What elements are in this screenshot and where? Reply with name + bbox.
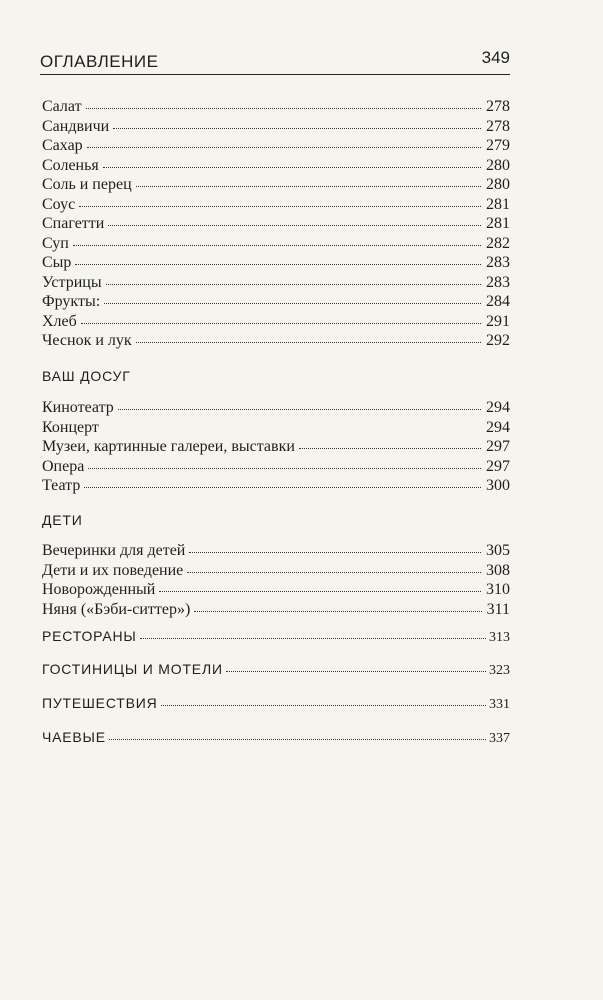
dot-leader	[73, 231, 481, 246]
toc-children-list	[42, 540, 510, 618]
dot-leader	[194, 597, 481, 612]
dot-leader	[103, 153, 481, 168]
toc-leisure-list	[42, 397, 510, 495]
entry-page: 281	[486, 215, 510, 232]
entry-label: Соус	[42, 195, 76, 213]
entry-label: Спагетти	[42, 215, 105, 232]
entry-page: 280	[486, 176, 510, 193]
entry-page: 305	[486, 542, 510, 559]
entry-label: Устрицы	[42, 273, 102, 291]
entry-label: Чеснок и лук	[42, 332, 132, 349]
entry-label: Кинотеатр	[42, 399, 114, 416]
toc-entry[interactable]	[42, 599, 510, 619]
dot-leader	[81, 309, 481, 324]
entry-label: Соль и перец	[42, 176, 132, 193]
header-rule	[40, 74, 510, 75]
entry-label: Сыр	[42, 254, 72, 271]
toc-major-hotels	[42, 661, 510, 681]
entry-page: 323	[489, 663, 510, 678]
entry-page: 300	[486, 477, 510, 494]
entry-label: Театр	[42, 477, 81, 494]
entry-label: Сахар	[42, 137, 83, 154]
dot-leader	[159, 577, 481, 592]
toc-major-tips	[42, 729, 510, 749]
entry-page: 308	[486, 561, 510, 579]
entry-page: 294	[486, 399, 510, 416]
dot-leader	[161, 693, 486, 706]
entry-label: Хлеб	[42, 312, 77, 330]
dot-leader	[106, 270, 481, 285]
dot-leader	[79, 192, 481, 207]
dot-leader	[136, 172, 481, 187]
entry-page: 278	[486, 117, 510, 135]
entry-page: 282	[486, 234, 510, 252]
page-title: ОГЛАВЛЕНИЕ	[40, 52, 159, 71]
dot-leader	[88, 454, 481, 469]
dot-leader	[109, 727, 486, 740]
dot-leader	[299, 434, 481, 449]
dot-leader	[84, 473, 481, 488]
toc-major-entry[interactable]	[42, 628, 510, 648]
entry-label: ЧАЕВЫЕ	[42, 729, 106, 745]
entry-label: РЕСТОРАНЫ	[42, 628, 137, 644]
toc-major-entry[interactable]	[42, 695, 510, 715]
entry-label: Вечеринки для детей	[42, 542, 186, 559]
entry-label: Фрукты:	[42, 293, 101, 310]
toc-major-entry[interactable]	[42, 729, 510, 749]
dot-leader	[226, 659, 486, 672]
entry-page: 280	[486, 156, 510, 174]
dot-leader	[118, 395, 481, 410]
entry-page: 310	[486, 581, 510, 598]
entry-page: 337	[489, 731, 510, 746]
entry-page: 284	[486, 293, 510, 310]
dot-leader	[104, 289, 481, 304]
toc-major-entry[interactable]	[42, 661, 510, 681]
entry-page: 297	[486, 438, 510, 455]
dot-leader	[189, 538, 481, 553]
toc-entry[interactable]	[42, 397, 510, 417]
entry-page: 291	[486, 312, 510, 330]
entry-page: 297	[486, 457, 510, 475]
entry-label: Сандвичи	[42, 117, 110, 135]
entry-page: 279	[486, 137, 510, 154]
toc-entry[interactable]	[42, 475, 510, 495]
dot-leader	[187, 558, 481, 573]
toc-major-travel	[42, 695, 510, 715]
entry-label: ГОСТИНИЦЫ И МОТЕЛИ	[42, 661, 223, 677]
entry-page: 292	[486, 332, 510, 349]
entry-page: 311	[486, 600, 510, 618]
dot-leader	[87, 133, 481, 148]
toc-entry[interactable]	[42, 330, 510, 350]
entry-label: Новорожденный	[42, 581, 156, 598]
toc-major-ресторанов	[42, 628, 510, 648]
entry-label: Музеи, картинные галереи, выставки	[42, 438, 295, 455]
entry-label: Салат	[42, 98, 82, 115]
entry-label: Опера	[42, 457, 85, 475]
entry-page: 283	[486, 273, 510, 291]
dot-leader	[140, 626, 486, 639]
entry-label: Суп	[42, 234, 69, 252]
toc-food-list	[42, 96, 510, 350]
entry-page: 278	[486, 98, 510, 115]
entry-label: Концерт	[42, 418, 99, 436]
page-number: 349	[481, 48, 510, 67]
entry-page: 281	[486, 195, 510, 213]
entry-label: Соленья	[42, 156, 99, 174]
section-heading-leisure: ВАШ ДОСУГ	[42, 368, 131, 384]
entry-page: 294	[486, 418, 510, 436]
entry-page: 331	[489, 697, 510, 712]
entry-label: Дети и их поведение	[42, 561, 184, 579]
dot-leader	[86, 94, 481, 109]
dot-leader	[108, 211, 481, 226]
dot-leader	[75, 250, 481, 265]
entry-label: Няня («Бэби-ситтер»)	[42, 600, 191, 618]
section-heading-children: ДЕТИ	[42, 512, 83, 528]
dot-leader	[113, 114, 481, 129]
entry-page: 313	[489, 630, 510, 645]
page-header	[40, 46, 510, 76]
entry-label: ПУТЕШЕСТВИЯ	[42, 695, 158, 711]
entry-page: 283	[486, 254, 510, 271]
dot-leader	[136, 328, 481, 343]
